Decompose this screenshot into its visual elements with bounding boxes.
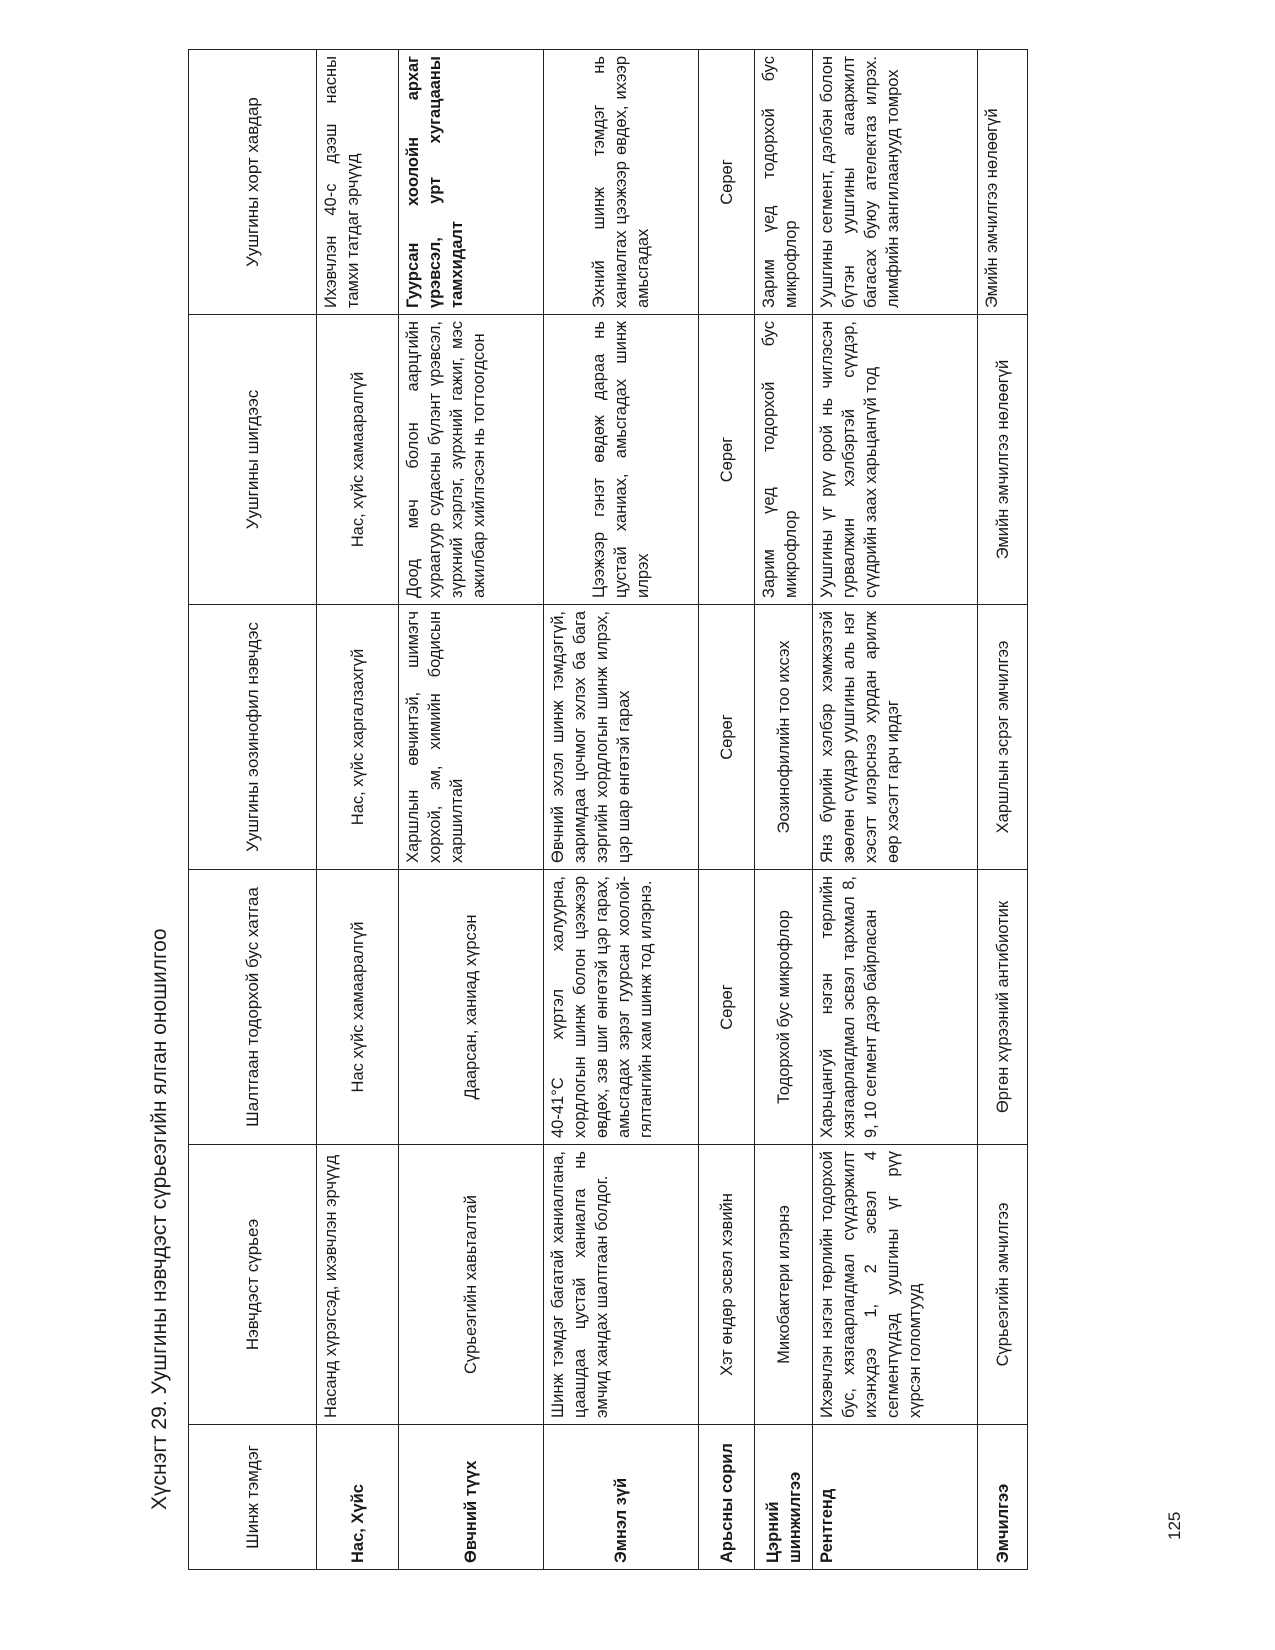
table-cell: Сөрөг bbox=[699, 605, 755, 870]
table-cell: Харьцангуй нэгэн төрлийн хязгаарлагдмал эсвэл тархмал 8, 9, 10 сегмент дээр байрласан bbox=[813, 870, 978, 1145]
table-cell: Эмийн эмчилгээ нөлөөгүй bbox=[978, 315, 1028, 605]
table-row bbox=[399, 50, 544, 1570]
table-row bbox=[544, 50, 699, 1570]
table-cell: Харшлын өвчинтэй, шимэгч хорхой, эм, химийн бодисын харшилтай bbox=[399, 605, 544, 870]
table-cell: Уушгины сегмент, дэлбэн болон бүтэн уушгины агааржилт багасах буюу ателектаз илрэх. лимфийн зангилаанууд томрох bbox=[813, 50, 978, 315]
row-label: Эмчилгээ bbox=[978, 1425, 1028, 1570]
table-cell: Доод мөч болон аарцгийн хураагуур судасны бүлэнт үрэвсэл, зүрхний хэрлэг, зүрхний гажиг, мэс ажилбар хийлгэсэн нь тогтоогдсон bbox=[399, 315, 544, 605]
table-row bbox=[699, 50, 755, 1570]
page-number: 125 bbox=[1165, 1511, 1184, 1540]
header-cell: Шинж тэмдэг bbox=[189, 1425, 317, 1570]
table-cell: Хэт өндөр эсвэл хэвийн bbox=[699, 1145, 755, 1425]
row-label: Арьсны сорил bbox=[699, 1425, 755, 1570]
table-cell: Нас, хүйс хамааралгүй bbox=[317, 315, 399, 605]
table-cell: Цээжээр гэнэт өвдөж дараа нь цустай ханиах, амьсгадах шинж илрэх bbox=[544, 315, 699, 605]
table-cell: Ихэвчлэн нэгэн төрлийн тодорхой бус, хязгаарлагдмал сүүдэржилт ихэнхдээ 1, 2 эсвэл 4 сегментүүдэд уушгины үг рүү хүрсэн голомтууд bbox=[813, 1145, 978, 1425]
table-cell: Нас, хүйс харгалзахгүй bbox=[317, 605, 399, 870]
table-cell: 40-41°С хүртэл халуурна, хордлогын шинж болон цээжээр өвдөх, зэв шиг өнгөтэй цэр гарах, амьсгадах зэрэг гуурсан хоолой-гялтангийн хам шинж тод илэрнэ. bbox=[544, 870, 699, 1145]
header-row bbox=[189, 50, 317, 1570]
table-cell: Өвчний эхлэл шинж тэмдэггүй, заримдаа цочмог эхлэх ба бага зэргийн хордлогын шинж илрэх, цэр шар өнгөтэй гарах bbox=[544, 605, 699, 870]
table-cell: Насанд хүрэгсэд, ихэвчлэн эрчүүд bbox=[317, 1145, 399, 1425]
table-row bbox=[813, 50, 978, 1570]
table-cell: Янз бүрийн хэлбэр хэмжээтэй зөөлөн сүүдэр уушгины аль нэг хэсэгт илэрснээ хурдан арилж өөр хэсэгт гарч ирдэг bbox=[813, 605, 978, 870]
table-cell: Сүрьеэгийн хавьталтай bbox=[399, 1145, 544, 1425]
table-row bbox=[978, 50, 1028, 1570]
table-cell: Даарсан, ханиад хүрсэн bbox=[399, 870, 544, 1145]
table-row bbox=[755, 50, 813, 1570]
table-cell: Ихэвчлэн 40-с дээш насны тамхи татдаг эрчүүд bbox=[317, 50, 399, 315]
table-cell: Шинж тэмдэг багатай ханиалгана, цаашдаа цустай ханиалга нь эмчид хандах шалтгаан болдог. bbox=[544, 1145, 699, 1425]
table-cell: Эозинофилийн тоо ихсэх bbox=[755, 605, 813, 870]
header-cell: Шалтгаан тодорхой бус хатгаа bbox=[189, 870, 317, 1145]
table-cell: Сөрөг bbox=[699, 870, 755, 1145]
table-cell: Зарим үед тодорхой бус микрофлор bbox=[755, 50, 813, 315]
table-cell: Нас хүйс хамааралгүй bbox=[317, 870, 399, 1145]
header-cell: Уушгины хорт хавдар bbox=[189, 50, 317, 315]
table-caption: Хүснэгт 29. Уушгины нэвчдэст сүрьеэгийн ялган оношилгоо bbox=[148, 928, 171, 1510]
table-cell: Өргөн хүрээний антибиотик bbox=[978, 870, 1028, 1145]
table-cell: Сүрьеэгийн эмчилгээ bbox=[978, 1145, 1028, 1425]
rotated-content bbox=[140, 5, 1270, 1570]
table-cell: Уушгины үг рүү орой нь чиглэсэн гурвалжин хэлбэртэй сүүдэр, сүүдрийн заах харьцангүй тод bbox=[813, 315, 978, 605]
header-cell: Уушгины эозинофил нэвчдэс bbox=[189, 605, 317, 870]
table-cell: Гуурсан хоолойн архаг үрэвсэл, урт хугацааны тамхидалт bbox=[399, 50, 544, 315]
row-label: Эмнэл зүй bbox=[544, 1425, 699, 1570]
row-label: Өвчний түүх bbox=[399, 1425, 544, 1570]
row-label: Цэрний шинжилгээ bbox=[755, 1425, 813, 1570]
table-cell: Харшлын эсрэг эмчилгээ bbox=[978, 605, 1028, 870]
table-cell: Эмийн эмчилгээ нөлөөгүй bbox=[978, 50, 1028, 315]
table-cell: Сөрөг bbox=[699, 50, 755, 315]
table-cell: Тодорхой бус микрофлор bbox=[755, 870, 813, 1145]
header-cell: Уушгины шигдээс bbox=[189, 315, 317, 605]
table-row bbox=[317, 50, 399, 1570]
table-cell: Эхний шинж тэмдэг нь ханиалгах цээжээр өвдөх, ихээр амьсгадах bbox=[544, 50, 699, 315]
table-cell: Зарим үед тодорхой бус микрофлор bbox=[755, 315, 813, 605]
table-cell: Сөрөг bbox=[699, 315, 755, 605]
table-cell: Микобактери илэрнэ bbox=[755, 1145, 813, 1425]
row-label: Рентгенд bbox=[813, 1425, 978, 1570]
row-label: Нас, Хүйс bbox=[317, 1425, 399, 1570]
header-cell: Нэвчдэст сүрьеэ bbox=[189, 1145, 317, 1425]
differential-diagnosis-table bbox=[188, 49, 1028, 1570]
